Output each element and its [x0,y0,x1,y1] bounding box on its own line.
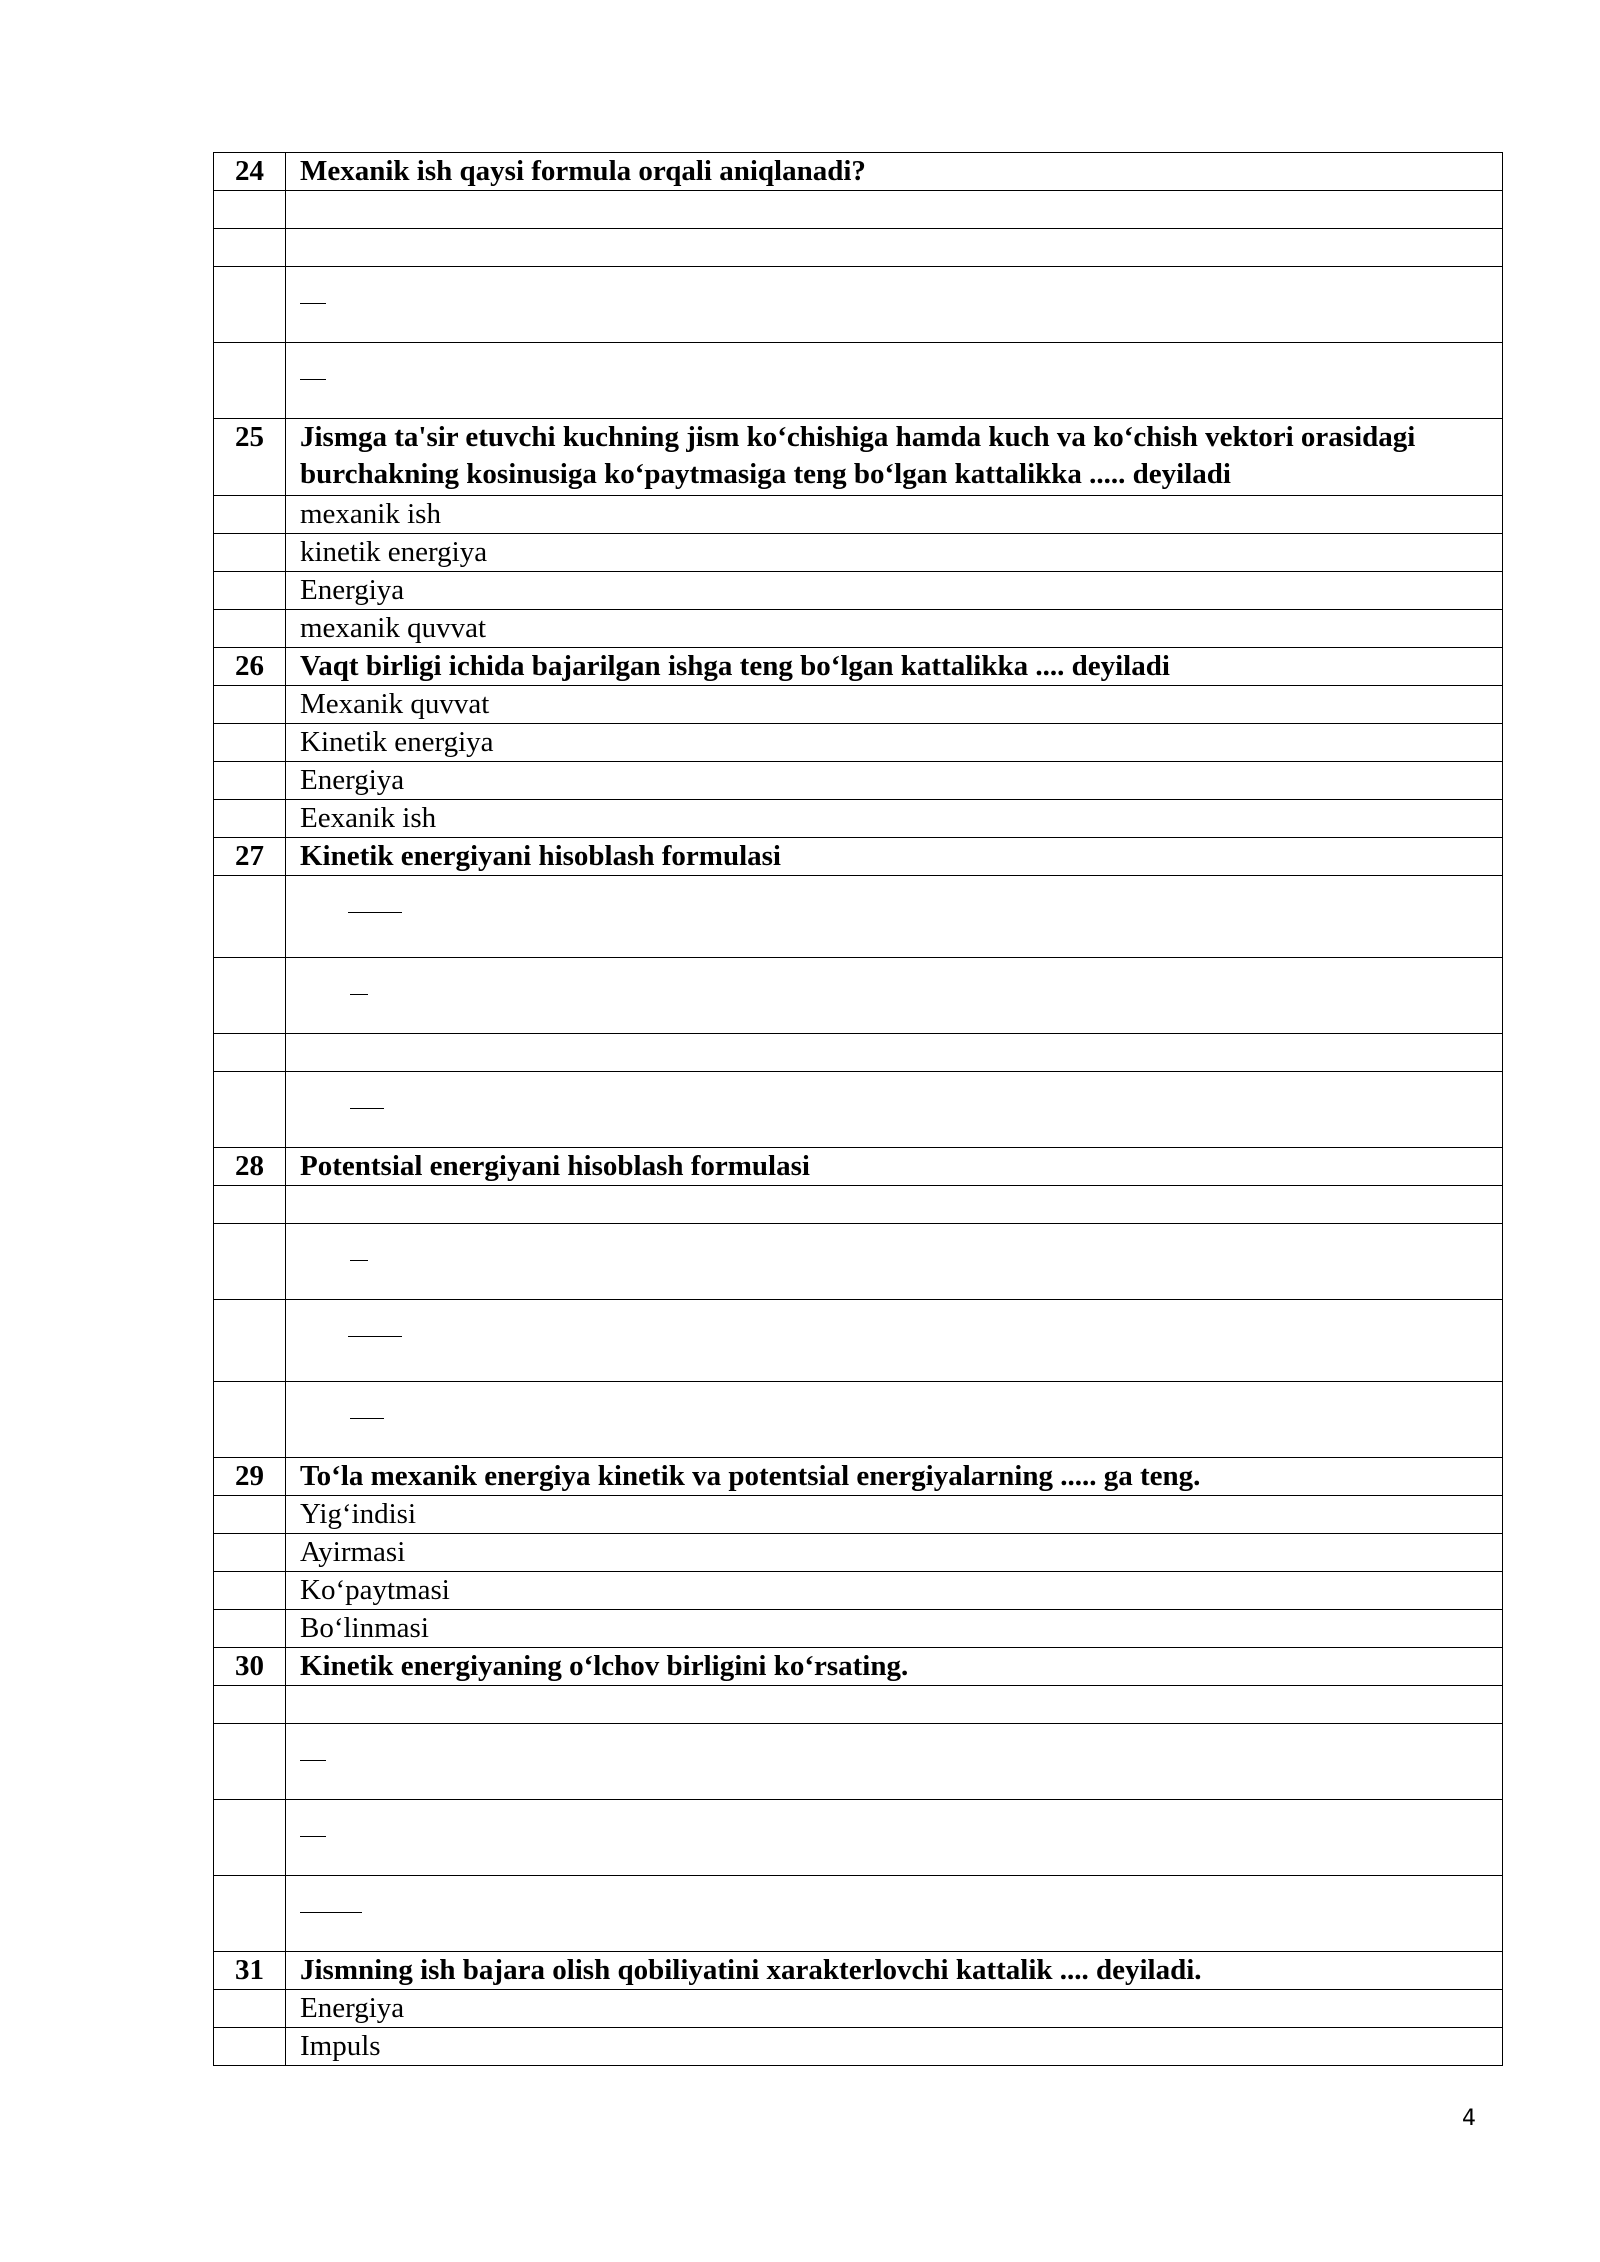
option-row [214,1186,1503,1224]
fraction-bar [350,994,368,995]
option-row [214,1534,1503,1572]
question-number: 27 [214,838,286,876]
option-text: Yig‘indisi [286,1496,1503,1534]
option-row [214,1300,1503,1382]
option-row [214,1876,1503,1952]
question-number: 30 [214,1648,286,1686]
question-text: Kinetik energiyani hisoblash formulasi [286,838,1503,876]
option-row [214,762,1503,800]
option-formula [286,1876,1503,1952]
option-row [214,610,1503,648]
option-formula [286,191,1503,229]
option-text: mexanik ish [286,496,1503,534]
option-formula [286,1224,1503,1300]
option-formula [286,1072,1503,1148]
option-row [214,343,1503,419]
questions-table [213,152,1503,2066]
option-formula [286,1686,1503,1724]
question-text: Kinetik energiyaning o‘lchov birligini ko‘rsating. [286,1648,1503,1686]
fraction-bar [300,1912,362,1913]
option-text: Energiya [286,762,1503,800]
option-row [214,724,1503,762]
fraction-bar [350,1260,368,1261]
question-number: 29 [214,1458,286,1496]
fraction-bar [350,1108,384,1109]
question-row [214,419,1503,496]
option-row [214,1224,1503,1300]
option-row [214,800,1503,838]
option-row [214,267,1503,343]
fraction-bar [348,1336,402,1337]
page-number: 4 [1462,2106,1476,2131]
option-formula [286,1800,1503,1876]
question-number: 28 [214,1148,286,1186]
fraction-bar [348,912,402,913]
option-text: Energiya [286,572,1503,610]
question-number: 26 [214,648,286,686]
option-formula [286,1382,1503,1458]
option-row [214,1724,1503,1800]
fraction-bar [350,1418,384,1419]
option-row [214,1610,1503,1648]
option-row [214,572,1503,610]
option-text: Mexanik quvvat [286,686,1503,724]
option-text: Eexanik ish [286,800,1503,838]
question-text: Jismning ish bajara olish qobiliyatini xarakterlovchi kattalik .... deyiladi. [286,1952,1503,1990]
question-text: To‘la mexanik energiya kinetik va potentsial energiyalarning ..... ga teng. [286,1458,1503,1496]
option-text: Energiya [286,1990,1503,2028]
question-row [214,1952,1503,1990]
option-row [214,1572,1503,1610]
option-formula [286,1034,1503,1072]
option-formula [286,876,1503,958]
option-text: Ko‘paytmasi [286,1572,1503,1610]
option-row [214,1686,1503,1724]
option-formula [286,229,1503,267]
option-row [214,1496,1503,1534]
question-text: Mexanik ish qaysi formula orqali aniqlanadi? [286,153,1503,191]
option-row [214,534,1503,572]
option-formula [286,1724,1503,1800]
question-number: 31 [214,1952,286,1990]
question-row [214,648,1503,686]
test-questions-sheet [213,152,1502,2066]
option-row [214,1800,1503,1876]
question-row [214,838,1503,876]
question-row [214,1648,1503,1686]
option-row [214,496,1503,534]
option-row [214,686,1503,724]
option-text: mexanik quvvat [286,610,1503,648]
question-text: Vaqt birligi ichida bajarilgan ishga teng bo‘lgan kattalikka .... deyiladi [286,648,1503,686]
fraction-bar [300,379,326,380]
option-row [214,191,1503,229]
fraction-bar [300,1836,326,1837]
question-text: Potentsial energiyani hisoblash formulasi [286,1148,1503,1186]
option-formula [286,343,1503,419]
fraction-bar [300,303,326,304]
question-text: Jismga ta'sir etuvchi kuchning jism ko‘chishiga hamda kuch va ko‘chish vektori orasidagi burchakning kosinusiga ko‘paytmasiga teng bo‘lgan kattalikka ..... deyiladi [286,419,1503,496]
option-row [214,1072,1503,1148]
option-row [214,229,1503,267]
option-text: kinetik energiya [286,534,1503,572]
question-row [214,1458,1503,1496]
option-row [214,958,1503,1034]
option-formula [286,1300,1503,1382]
option-formula [286,267,1503,343]
question-row [214,153,1503,191]
question-row [214,1148,1503,1186]
option-formula [286,1186,1503,1224]
option-text: Kinetik energiya [286,724,1503,762]
option-formula [286,958,1503,1034]
question-number: 25 [214,419,286,496]
option-row [214,876,1503,958]
option-text: Impuls [286,2028,1503,2066]
option-row [214,1034,1503,1072]
option-text: Bo‘linmasi [286,1610,1503,1648]
option-row [214,1382,1503,1458]
question-number: 24 [214,153,286,191]
option-row [214,2028,1503,2066]
option-text: Ayirmasi [286,1534,1503,1572]
fraction-bar [300,1760,326,1761]
option-row [214,1990,1503,2028]
